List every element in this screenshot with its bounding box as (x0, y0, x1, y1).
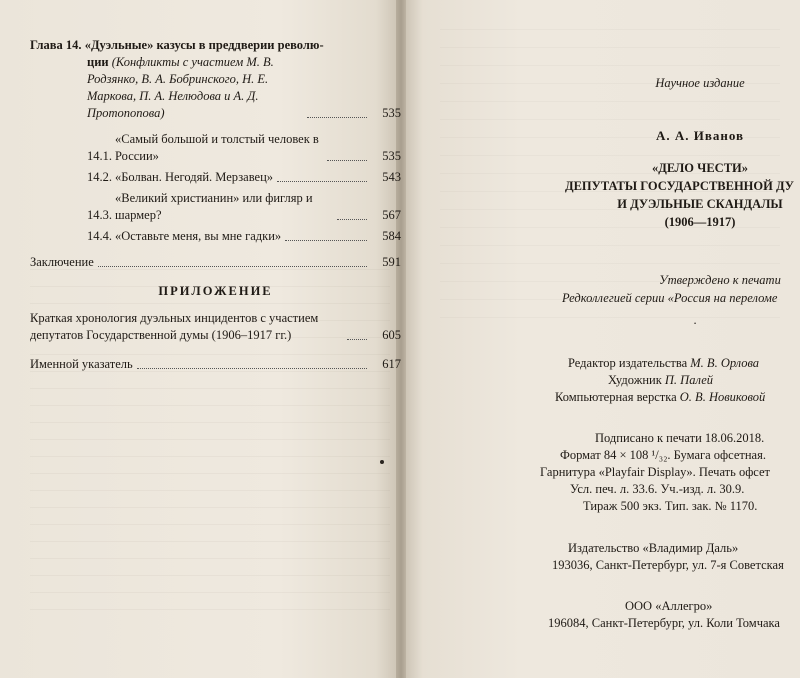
publisher-name: Издательство «Владимир Даль» (568, 541, 739, 555)
artist-name: П. Палей (664, 373, 714, 387)
toc-conclusion[interactable] (30, 254, 401, 271)
subsection-page: 535 (382, 149, 401, 163)
toc-leader (307, 117, 367, 118)
subsection-number: 14.1. (87, 149, 112, 163)
author-name: А. А. Иванов (655, 128, 745, 143)
toc-chapter-14[interactable] (30, 37, 401, 122)
artist-line (608, 372, 800, 389)
signed-to-print: Подписано к печати 18.06.2018. (595, 431, 765, 445)
layout-label: Компьютерная верстка (555, 390, 677, 404)
format-line: Формат 84 × 108 ¹/₃₂. Бумага офсетная. (560, 448, 766, 462)
toc-subsection[interactable] (87, 131, 401, 165)
print-run-line: Тираж 500 экз. Тип. зак. № 1170. (583, 499, 758, 513)
subsection-number: 14.2. (87, 170, 112, 184)
toc-subsections (87, 131, 401, 245)
approval-line-1: Утверждено к печати (659, 273, 781, 287)
toc-subsection[interactable] (87, 190, 401, 224)
editor-name: М. В. Орлова (690, 356, 760, 370)
edition-type: Научное издание (655, 76, 745, 90)
index-page: 617 (382, 357, 401, 371)
book-years: (1906—1917) (664, 215, 736, 229)
chapter-14-title-end: ции (87, 55, 109, 69)
font-line: Гарнитура «Playfair Display». Печать офсет (540, 465, 771, 479)
subsection-page: 543 (382, 170, 401, 184)
printer-name: ООО «Аллегро» (625, 599, 713, 613)
book-title: «ДЕЛО ЧЕСТИ» (651, 161, 749, 175)
chapter-14-title: «Дуэльные» казусы в преддверии револю- (84, 38, 324, 52)
conclusion-label: Заключение (30, 255, 94, 269)
separator-mark: . (693, 313, 697, 327)
printer-address: 196084, Санкт-Петербург, ул. Коли Томчака (548, 616, 780, 630)
toc-index[interactable] (30, 356, 401, 373)
toc-leader (337, 219, 367, 220)
approval-line-2: Редколлегией серии «Россия на переломе (562, 291, 778, 305)
sheets-line: Усл. печ. л. 33.6. Уч.-изд. л. 30.9. (570, 482, 745, 496)
subsection-number: 14.3. (87, 208, 112, 222)
artist-label: Художник (608, 373, 662, 387)
toc-leader (347, 339, 367, 340)
editor-line (568, 355, 800, 372)
subsection-title: «Оставьте меня, вы мне гадки» (115, 229, 282, 243)
toc-subsection[interactable] (87, 228, 401, 245)
toc-chronology[interactable] (30, 310, 401, 344)
toc-leader (327, 160, 367, 161)
subsection-page: 584 (382, 229, 401, 243)
subsection-number: 14.4. (87, 229, 112, 243)
chronology-page: 605 (382, 328, 401, 342)
book-subtitle-line-1: ДЕПУТАТЫ ГОСУДАРСТВЕННОЙ ДУ (565, 179, 794, 193)
toc-leader (137, 368, 367, 369)
toc-leader (98, 266, 367, 267)
layout-line (555, 389, 800, 406)
chapter-14-page: 535 (382, 106, 401, 120)
conclusion-page: 591 (382, 255, 401, 269)
publisher-address: 193036, Санкт-Петербург, ул. 7-я Советская (552, 558, 784, 572)
appendix-heading: ПРИЛОЖЕНИЕ (158, 284, 273, 298)
subsection-title: «Самый большой и толстый человек в России» (115, 132, 319, 163)
book-subtitle-line-2: И ДУЭЛЬНЫЕ СКАНДАЛЫ (617, 197, 783, 211)
chronology-title: Краткая хронология дуэльных инцидентов с участием депутатов Государственной думы (1906–1917 гг.) (30, 311, 319, 342)
toc-leader (285, 240, 367, 241)
toc-subsection[interactable] (87, 169, 401, 186)
chapter-14-participants: (Конфликты с участием М. В. Родзянко, В. А. Бобринского, Н. Е. Маркова, П. А. Нелюдова и А. Д. Протопопова) (87, 55, 274, 120)
subsection-title: «Великий христианин» или фигляр и шармер? (115, 191, 313, 222)
chapter-14-label: Глава 14. (30, 38, 82, 52)
ink-speck (380, 460, 384, 464)
subsection-page: 567 (382, 208, 401, 222)
subsection-title: «Болван. Негодяй. Мерзавец» (115, 170, 274, 184)
editor-label: Редактор издательства (568, 356, 688, 370)
toc-leader (277, 181, 367, 182)
table-of-contents (30, 37, 401, 373)
layout-name: О. В. Новиковой (679, 390, 766, 404)
index-label: Именной указатель (30, 357, 133, 371)
